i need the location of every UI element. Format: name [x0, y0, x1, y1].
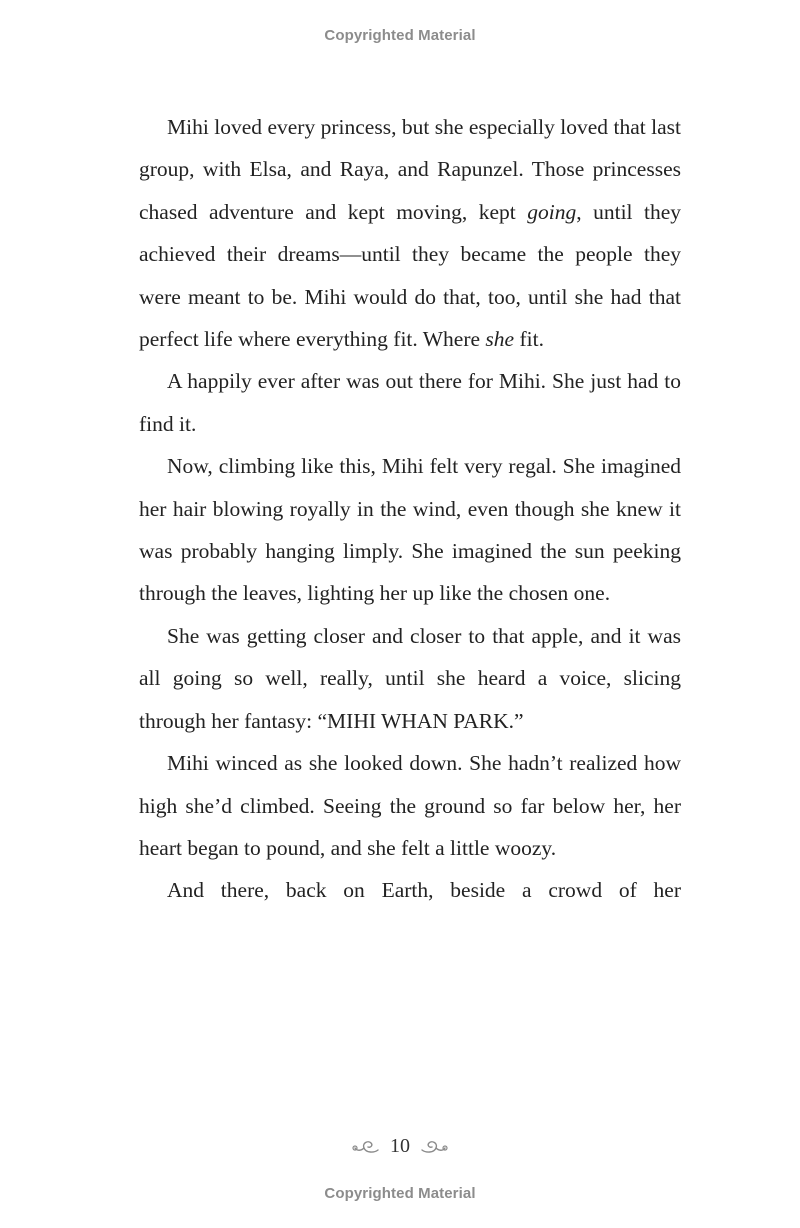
book-page-body	[139, 106, 681, 912]
swirl-flourish-left-icon	[352, 1136, 380, 1156]
page-number: 10	[390, 1134, 410, 1157]
swirl-flourish-right-icon	[420, 1136, 448, 1156]
copyright-watermark-top: Copyrighted Material	[324, 27, 476, 44]
copyright-watermark-bottom: Copyrighted Material	[324, 1185, 476, 1202]
paragraph-6: And there, back on Earth, beside a crowd of her	[167, 878, 681, 903]
paragraph-2: A happily ever after was out there for Mihi. She just had to find it.	[139, 369, 681, 436]
emphasis-she: she	[485, 327, 515, 352]
paragraph-1-part-a: Mihi loved every princess, but she especially loved that last group, with Elsa, and Raya, and Rapunzel. Those princesses chased adventure and kept moving, kept	[139, 115, 681, 224]
paragraph-4: She was getting closer and closer to that apple, and it was all going so well, really, until she heard a voice, slicing through her fantasy: “MIHI WHAN PARK.”	[139, 623, 681, 733]
paragraph-5: Mihi winced as she looked down. She hadn’t realized how high she’d climbed. Seeing the ground so far below her, her heart began to pound, and she felt a little woozy.	[139, 751, 681, 860]
paragraph-3: Now, climbing like this, Mihi felt very regal. She imagined her hair blowing royally in the wind, even though she knew it was probably hanging limply. She imagined the sun peeking through the leaves, lighting her up like the chosen one.	[139, 454, 681, 606]
paragraph-1-part-b: , until they achieved their dreams—until they became the people they were meant to be. Mihi would do that, too, until she had that perfect life where everything fit. Where	[139, 199, 682, 352]
paragraph-1	[139, 106, 681, 360]
page-folio	[0, 1131, 800, 1161]
emphasis-going: going	[527, 199, 577, 224]
paragraph-1-part-c: fit.	[514, 327, 544, 352]
